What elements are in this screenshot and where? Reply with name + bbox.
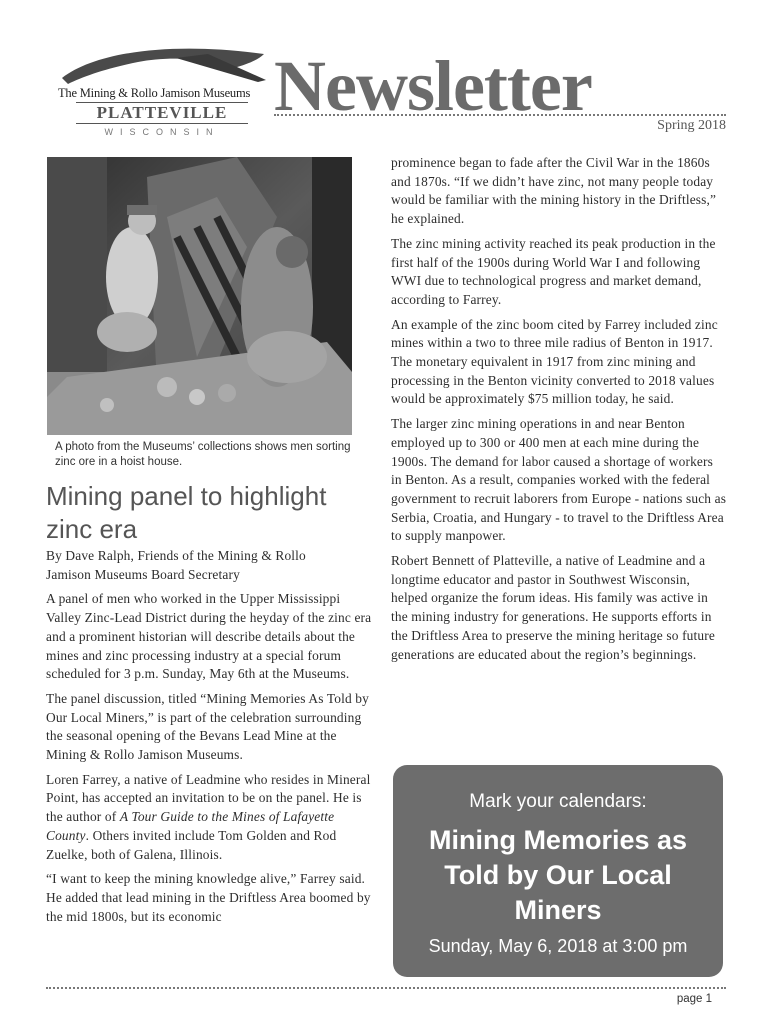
byline bbox=[46, 547, 376, 584]
callout-event-title: Mining Memories as Told by Our Local Miners bbox=[428, 825, 688, 925]
callout-event-date: Sunday, May 6, 2018 at 3:00 pm bbox=[428, 936, 688, 956]
headline-line-2: zinc era bbox=[46, 514, 138, 544]
paragraph: The zinc mining activity reached its peak production in the first half of the 1900s during World War I and following WWI due to technological progress and market demand, according to Farrey. bbox=[391, 235, 716, 307]
issue-date: Spring 2018 bbox=[657, 118, 726, 133]
callout-intro: Mark your calendars: bbox=[469, 791, 647, 812]
paragraph: “I want to keep the mining knowledge alive,” Farrey said. He added that lead mining in the Driftless Area boomed by the mid 1800s, but its economic bbox=[46, 871, 371, 924]
footer-divider bbox=[46, 987, 726, 989]
org-city: PLATTEVILLE bbox=[76, 102, 248, 124]
hoist-house-photo bbox=[47, 157, 352, 435]
book-title: A Tour Guide to the Mines of Lafayette County bbox=[46, 809, 335, 843]
paragraph: prominence began to fade after the Civil War in the 1860s and 1870s. “If we didn’t have zinc, not many people today would be familiar with the mining history in the Driftless,” he explained. bbox=[391, 155, 717, 227]
newsletter-title: Newsletter bbox=[274, 46, 592, 126]
article-column-right bbox=[391, 154, 727, 670]
article-headline bbox=[46, 480, 376, 546]
event-callout bbox=[393, 765, 723, 977]
paragraph-text: . Others invited include Tom Golden and Rod Zuelke, both of Galena, Illinois. bbox=[46, 827, 337, 862]
paragraph: A panel of men who worked in the Upper Mississippi Valley Zinc-Lead District during the heyday of the zinc era and a prominent historian will describe details about the mines and zinc processing industry at a special forum scheduled for 3 p.m. Sunday, May 6th at the Museums. bbox=[46, 591, 372, 682]
header-divider bbox=[274, 114, 726, 116]
pickaxe-logo-icon bbox=[58, 44, 268, 88]
byline-line-1: By Dave Ralph, Friends of the Mining & Rollo bbox=[46, 548, 306, 563]
byline-line-2: Jamison Museums Board Secretary bbox=[46, 566, 240, 582]
paragraph: Robert Bennett of Platteville, a native of Leadmine and a longtime educator and pastor in Southwest Wisconsin, helped organize the forum ideas. His family was active in the mining industry for generations. He supports efforts in the Driftless Area to preserve the mining heritage so future generations are educated about the region’s beginnings. bbox=[391, 553, 715, 662]
headline-line-1: Mining panel to highlight bbox=[46, 481, 327, 511]
paragraph: An example of the zinc boom cited by Farrey included zinc mines within a two to three mile radius of Benton in 1917. The monetary equivalent in 1917 from zinc mining and processing in the Benton vicinity converted to 2018 values would be approximately $75 million today, he said. bbox=[391, 316, 718, 407]
article-column-left bbox=[46, 547, 376, 932]
org-name: The Mining & Rollo Jamison Museums bbox=[58, 86, 251, 100]
org-state: WISCONSIN bbox=[104, 127, 220, 137]
paragraph: The panel discussion, titled “Mining Memories As Told by Our Local Miners,” is part of the celebration surrounding the seasonal opening of the Bevans Lead Mine at the Mining & Rollo Jamison Museums. bbox=[46, 690, 369, 763]
page-number: page 1 bbox=[676, 993, 712, 1005]
paragraph-text: Loren Farrey, a native of Leadmine who resides in Mineral Point, has accepted an invitation to be on the panel. He is the author of bbox=[46, 771, 371, 825]
photo-caption: A photo from the Museums’ collections shows men sorting zinc ore in a hoist house. bbox=[55, 441, 351, 468]
paragraph bbox=[46, 771, 376, 865]
paragraph: The larger zinc mining operations in and near Benton employed up to 300 or 400 men at each mine during the 1900s. The demand for labor caused a shortage of workers in Benton. As a result, companies worked with the federal government to recruit laborers from Europe - nations such as Serbia, Croatia, and Hungary - to travel to the Driftless Area to supply manpower. bbox=[391, 416, 727, 544]
